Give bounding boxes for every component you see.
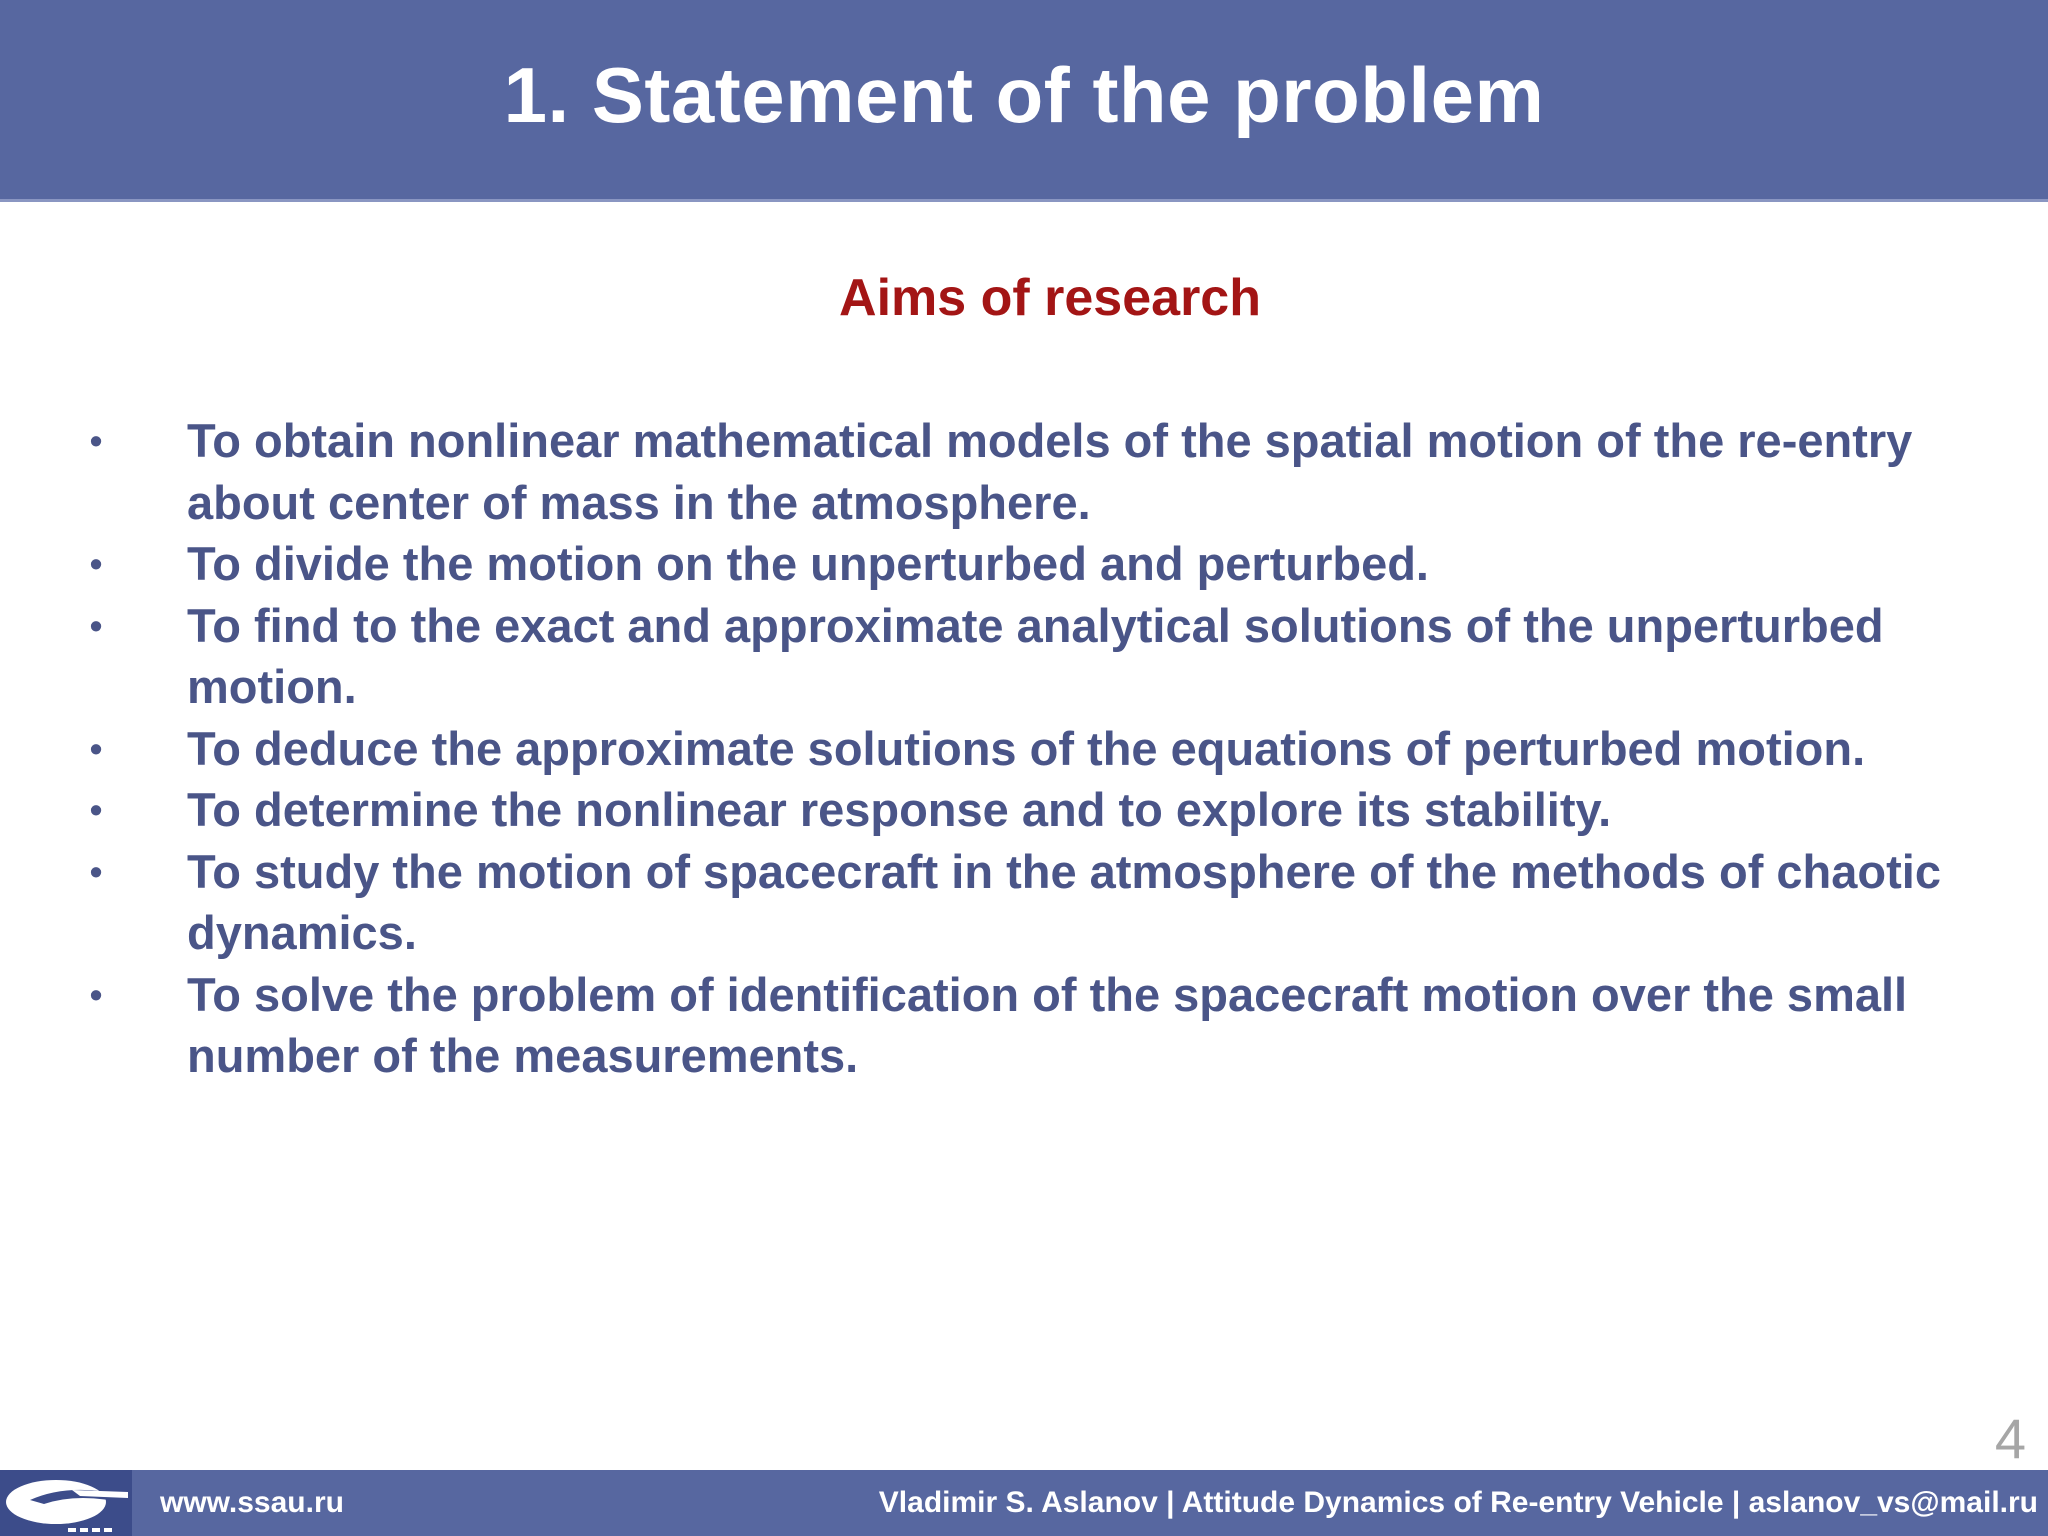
bullet-text: To study the motion of spacecraft in the atmosphere of the methods of chaotic dynamics. (187, 844, 1941, 959)
section-subtitle: Aims of research (839, 269, 1261, 327)
bullet-text: To solve the problem of identification of the spacecraft motion over the small number of the measurements. (187, 967, 1908, 1082)
bullet-text: To deduce the approximate solutions of the equations of perturbed motion. (187, 721, 1866, 775)
footer-website-link[interactable]: www.ssau.ru (160, 1486, 344, 1519)
list-item (0, 595, 2048, 718)
list-item (0, 533, 2048, 595)
university-logo-icon (0, 1470, 132, 1536)
bullet-icon: • (89, 604, 103, 646)
footer-author-credit: Vladimir S. Aslanov | Attitude Dynamics of Re-entry Vehicle | aslanov_vs@mail.ru (878, 1486, 2038, 1519)
bullet-icon: • (89, 727, 103, 769)
bullet-icon: • (89, 543, 103, 584)
bullet-list (0, 410, 2048, 1087)
bullet-icon: • (89, 789, 103, 830)
bullet-icon: • (89, 850, 103, 892)
bullet-icon: • (89, 420, 103, 461)
list-item (0, 841, 2048, 964)
footer-bar (0, 1470, 2048, 1536)
bullet-text: To divide the motion on the unperturbed and perturbed. (187, 537, 1429, 590)
bullet-text: To find to the exact and approximate analytical solutions of the unperturbed motion. (187, 598, 1884, 713)
bullet-text: To determine the nonlinear response and to explore its stability. (187, 783, 1612, 836)
list-item (0, 718, 2048, 780)
slide-title: 1. Statement of the problem (503, 51, 1545, 139)
bullet-text: To obtain nonlinear mathematical models of the spatial motion of the re-entry about center of mass in the atmosphere. (187, 414, 1913, 529)
list-item (0, 779, 2048, 841)
bullet-icon: • (89, 973, 103, 1015)
list-item (0, 964, 2048, 1087)
logo-graphic (0, 1470, 132, 1536)
list-item (0, 410, 2048, 533)
header-bar (0, 0, 2048, 202)
page-number: 4 (1994, 1407, 2026, 1470)
